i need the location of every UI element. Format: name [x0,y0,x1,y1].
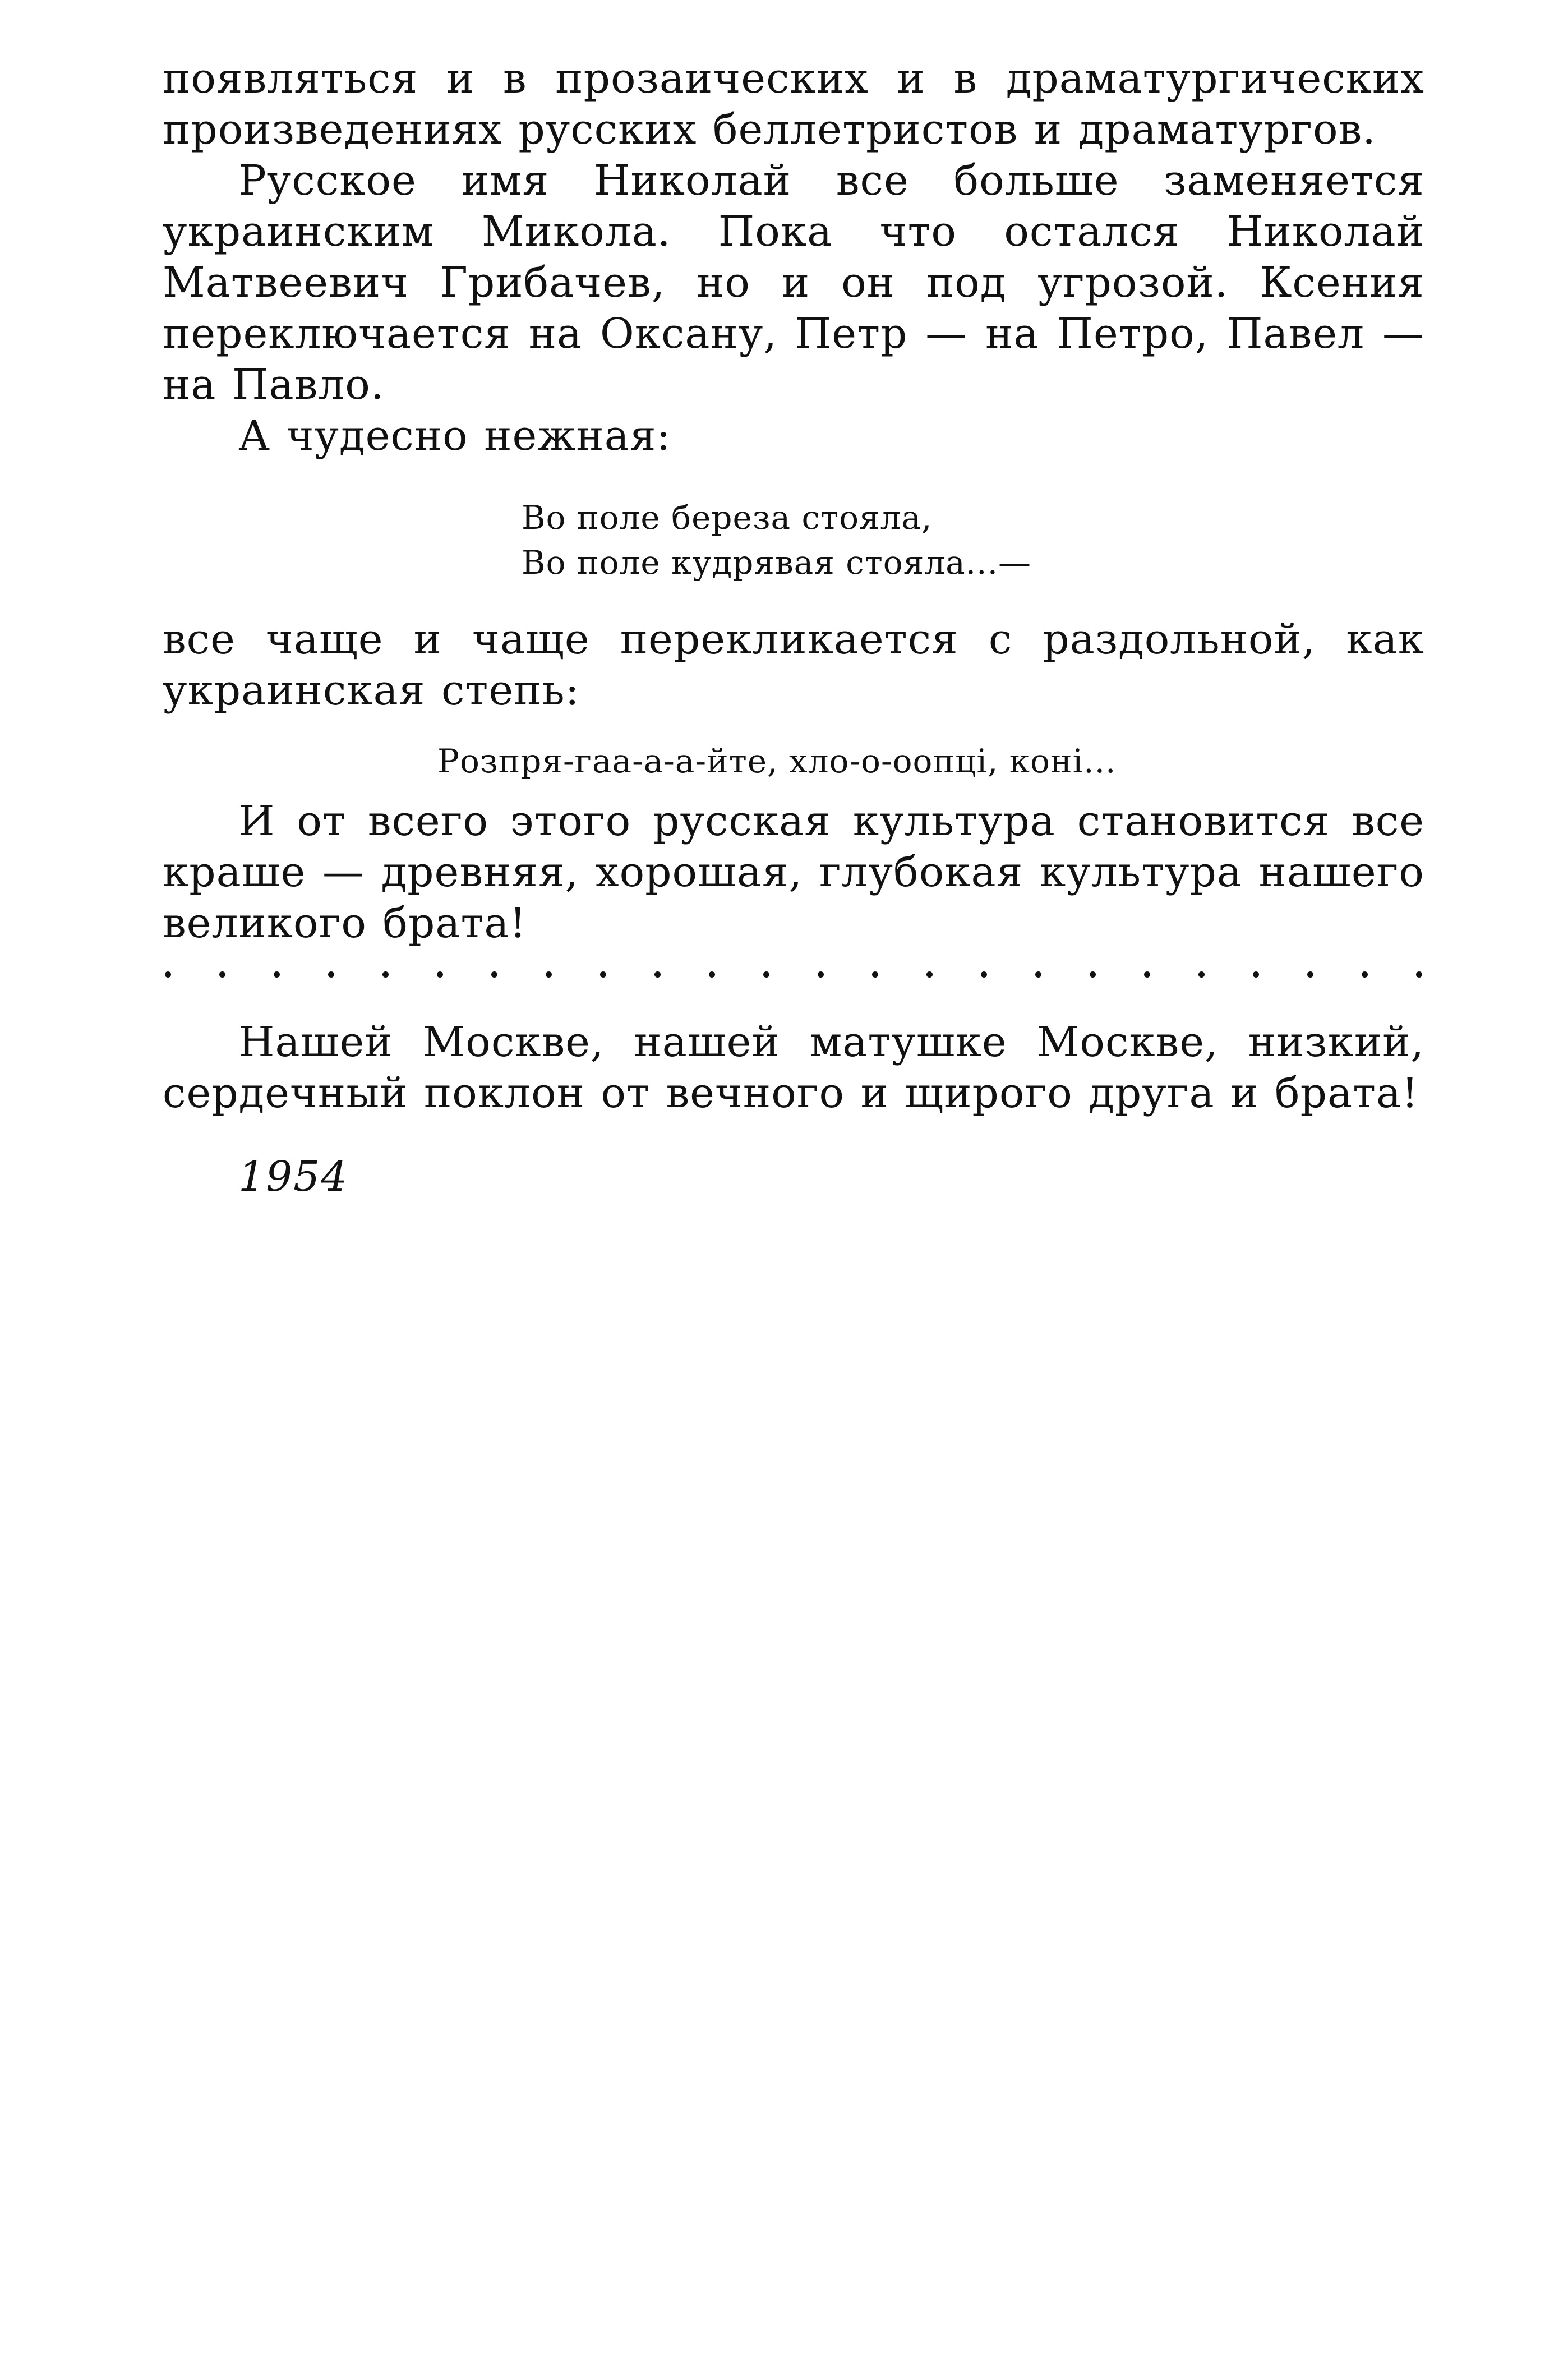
paragraph-steppe: все чаще и чаще перекликается с раздольной, как украинская степь: [163,615,1424,715]
separator-dot [1090,971,1096,978]
text-column [163,53,1424,1201]
separator-dot [1253,971,1259,978]
separator-dot [491,971,497,978]
verse-line: Во поле береза стояла, [522,499,933,537]
separator-dot [981,971,987,978]
year-date: 1954 [238,1153,349,1201]
paragraph-culture: И от всего этого русская культура становится все краше — древняя, хорошая, глубокая культура нашего великого брата! [163,797,1424,947]
verse-quote-ukrainian [437,739,1424,784]
separator-dot [872,971,878,978]
separator-dot [437,971,443,978]
separator-dot [818,971,824,978]
separator-dot [1307,971,1313,978]
separator-dot [926,971,933,978]
separator-dot [709,971,715,978]
paragraph-continuation: появляться и в прозаических и в драматургических произведениях русских беллетристов и драматургов. [163,54,1424,154]
separator-dot [654,971,661,978]
separator-dot [600,971,606,978]
separator-dot [328,971,334,978]
separator-dot [274,971,280,978]
verse-line: Розпря-гаа-а-а-йте, хло-о-оопці, коні... [437,742,1117,780]
separator-dot [219,971,225,978]
separator-dot [1362,971,1368,978]
separator-dot [165,971,171,978]
separator-dot [1198,971,1205,978]
separator-dot [1035,971,1041,978]
paragraph-names: Русское имя Николай все больше заменяется украинским Микола. Пока что остался Николай Матвеевич Грибачев, но и он под угрозой. Ксения переключается на Оксану, Петр — на Петро, Павел — на Павло. [163,156,1424,409]
separator-dot [763,971,769,978]
paragraph-tender-song-intro: А чудесно нежная: [238,412,671,460]
separator-dot [1144,971,1150,978]
paragraph-moscow: Нашей Москве, нашей матушке Москве, низкий, сердечный поклон от вечного и щирого друга и брата! [163,1018,1424,1117]
separator-dot [546,971,552,978]
separator-dot [382,971,389,978]
dotted-separator [163,971,1424,978]
verse-quote-russian [522,495,1424,585]
separator-dot [1416,971,1422,978]
verse-line: Во поле кудрявая стояла...— [522,543,1032,582]
